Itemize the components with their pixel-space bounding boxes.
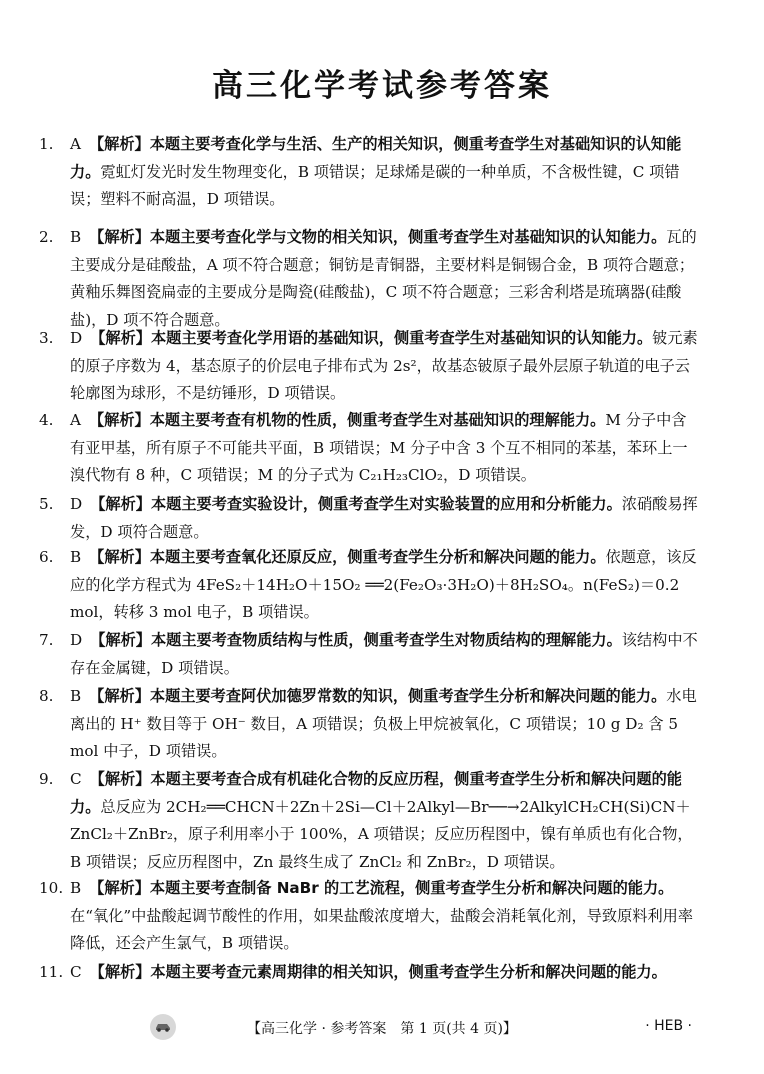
- question-number: 9.: [39, 770, 54, 788]
- question-item: [39, 131, 698, 214]
- analysis-body: 瓦的主要成分是硅酸盐，A 项不符合题意；铜钫是青铜器，主要材料是铜锡合金，B 项符合题意；黄釉乐舞图瓷扁壶的主要成分是陶瓷(硅酸盐)，C 项不符合题意；三彩舍利塔是琉璃器(硅酸盐)，D 项不符合题意。: [70, 228, 697, 329]
- question-number: 1.: [39, 135, 54, 153]
- page-footer: [0, 1014, 764, 1040]
- answer-letter: C: [70, 770, 82, 788]
- analysis-label: 【解析】: [89, 770, 151, 788]
- answer-letter: C: [70, 963, 82, 981]
- analysis-label: 【解析】: [90, 495, 151, 513]
- analysis-body: 铍元素的原子序数为 4，基态原子的价层电子排布式为 2s²，故基态铍原子最外层原子轨道的电子云轮廓图为球形，不是纺锤形，D 项错误。: [70, 329, 698, 402]
- answer-letter: B: [70, 879, 82, 897]
- question-item: [39, 766, 698, 876]
- analysis-intro: 本题主要考查实验设计，侧重考查学生对实验装置的应用和分析能力。: [150, 495, 622, 513]
- analysis-label: 【解析】: [89, 687, 150, 705]
- answer-letter: B: [70, 687, 82, 705]
- question-item: [39, 959, 698, 987]
- analysis-body: 浓硝酸易挥发，D 项符合题意。: [70, 495, 698, 541]
- question-number: 10.: [39, 879, 64, 897]
- analysis-body: 水电离出的 H⁺ 数目等于 OH⁻ 数目，A 项错误；负极上甲烷被氧化，C 项错误；10 g D₂ 含 5 mol 中子，D 项错误。: [70, 687, 697, 760]
- analysis-body: 霓虹灯发光时发生物理变化，B 项错误；足球烯是碳的一种单质，不含极性键，C 项错误；塑料不耐高温，D 项错误。: [70, 162, 680, 208]
- analysis-intro: 本题主要考查制备 NaBr 的工艺流程，侧重考查学生分析和解决问题的能力。: [149, 879, 674, 897]
- analysis-intro: 本题主要考查合成有机硅化合物的反应历程，侧重考查学生分析和解决问题的能力。: [70, 770, 682, 816]
- answer-letter: B: [70, 228, 82, 246]
- analysis-label: 【解析】: [89, 228, 150, 246]
- analysis-label: 【解析】: [89, 963, 151, 981]
- analysis-label: 【解析】: [90, 631, 151, 649]
- question-number: 3.: [39, 329, 54, 347]
- question-number: 6.: [39, 548, 54, 566]
- answer-letter: B: [70, 548, 82, 566]
- analysis-label: 【解析】: [88, 135, 150, 153]
- analysis-intro: 本题主要考查氧化还原反应，侧重考查学生分析和解决问题的能力。: [149, 548, 606, 566]
- analysis-label: 【解析】: [90, 329, 151, 347]
- analysis-intro: 本题主要考查物质结构与性质，侧重考查学生对物质结构的理解能力。: [150, 631, 622, 649]
- analysis-label: 【解析】: [88, 411, 150, 429]
- question-item: [39, 407, 698, 490]
- analysis-intro: 本题主要考查阿伏加德罗常数的知识，侧重考查学生分析和解决问题的能力。: [149, 687, 667, 705]
- footer-code: · HEB ·: [645, 1018, 692, 1034]
- answer-letter: A: [70, 411, 81, 429]
- question-item: [39, 683, 698, 766]
- analysis-label: 【解析】: [89, 879, 150, 897]
- analysis-body: 该结构中不存在金属键，D 项错误。: [70, 631, 698, 677]
- analysis-body: 依题意，该反应的化学方程式为 4FeS₂＋14H₂O＋15O₂ ══2(Fe₂O₃·3H₂O)＋8H₂SO₄。n(FeS₂)＝0.2 mol，转移 3 mol 电子，B 项错误。: [70, 548, 697, 621]
- analysis-intro: 本题主要考查化学用语的基础知识，侧重考查学生对基础知识的认知能力。: [150, 329, 653, 347]
- analysis-label: 【解析】: [89, 548, 150, 566]
- question-item: [39, 544, 698, 627]
- analysis-intro: 本题主要考查元素周期律的相关知识，侧重考查学生分析和解决问题的能力。: [150, 963, 667, 981]
- footer-page-info: 【高三化学 · 参考答案 第 1 页(共 4 页)】: [247, 1021, 517, 1037]
- question-number: 4.: [39, 411, 54, 429]
- question-item: [39, 875, 698, 958]
- analysis-intro: 本题主要考查化学与生活、生产的相关知识，侧重考查学生对基础知识的认知能力。: [70, 135, 682, 181]
- question-item: [39, 224, 698, 334]
- question-number: 5.: [39, 495, 54, 513]
- answer-letter: D: [70, 329, 83, 347]
- analysis-intro: 本题主要考查化学与文物的相关知识，侧重考查学生对基础知识的认知能力。: [149, 228, 667, 246]
- question-number: 11.: [39, 963, 64, 981]
- question-item: [39, 491, 698, 546]
- answer-letter: D: [70, 495, 83, 513]
- analysis-body: 在“氧化”中盐酸起调节酸性的作用，如果盐酸浓度增大，盐酸会消耗氧化剂，导致原料利用率降低，还会产生氯气，B 项错误。: [70, 906, 694, 952]
- answer-letter: D: [70, 631, 83, 649]
- question-number: 7.: [39, 631, 54, 649]
- answer-letter: A: [70, 135, 81, 153]
- analysis-body: M 分子中含有亚甲基，所有原子不可能共平面，B 项错误；M 分子中含 3 个互不相同的苯基，苯环上一溴代物有 8 种，C 项错误；M 的分子式为 C₂₁H₂₃ClO₂，D 项错误。: [70, 411, 688, 484]
- question-item: [39, 627, 698, 682]
- question-item: [39, 325, 698, 408]
- page-title: 高三化学考试参考答案: [212, 68, 552, 104]
- analysis-intro: 本题主要考查有机物的性质，侧重考查学生对基础知识的理解能力。: [149, 411, 606, 429]
- question-number: 8.: [39, 687, 54, 705]
- question-number: 2.: [39, 228, 54, 246]
- analysis-body: 总反应为 2CH₂══CHCN＋2Zn＋2Si—Cl＋2Alkyl—Br──→2AlkylCH₂CH(Si)CN＋ZnCl₂＋ZnBr₂，原子利用率小于 100%，A 项错误；反应历程图中，镍有单质也有化合物，B 项错误；反应历程图中，Zn 最终生成了 ZnCl₂ 和 ZnBr₂，D 项错误。: [70, 797, 693, 871]
